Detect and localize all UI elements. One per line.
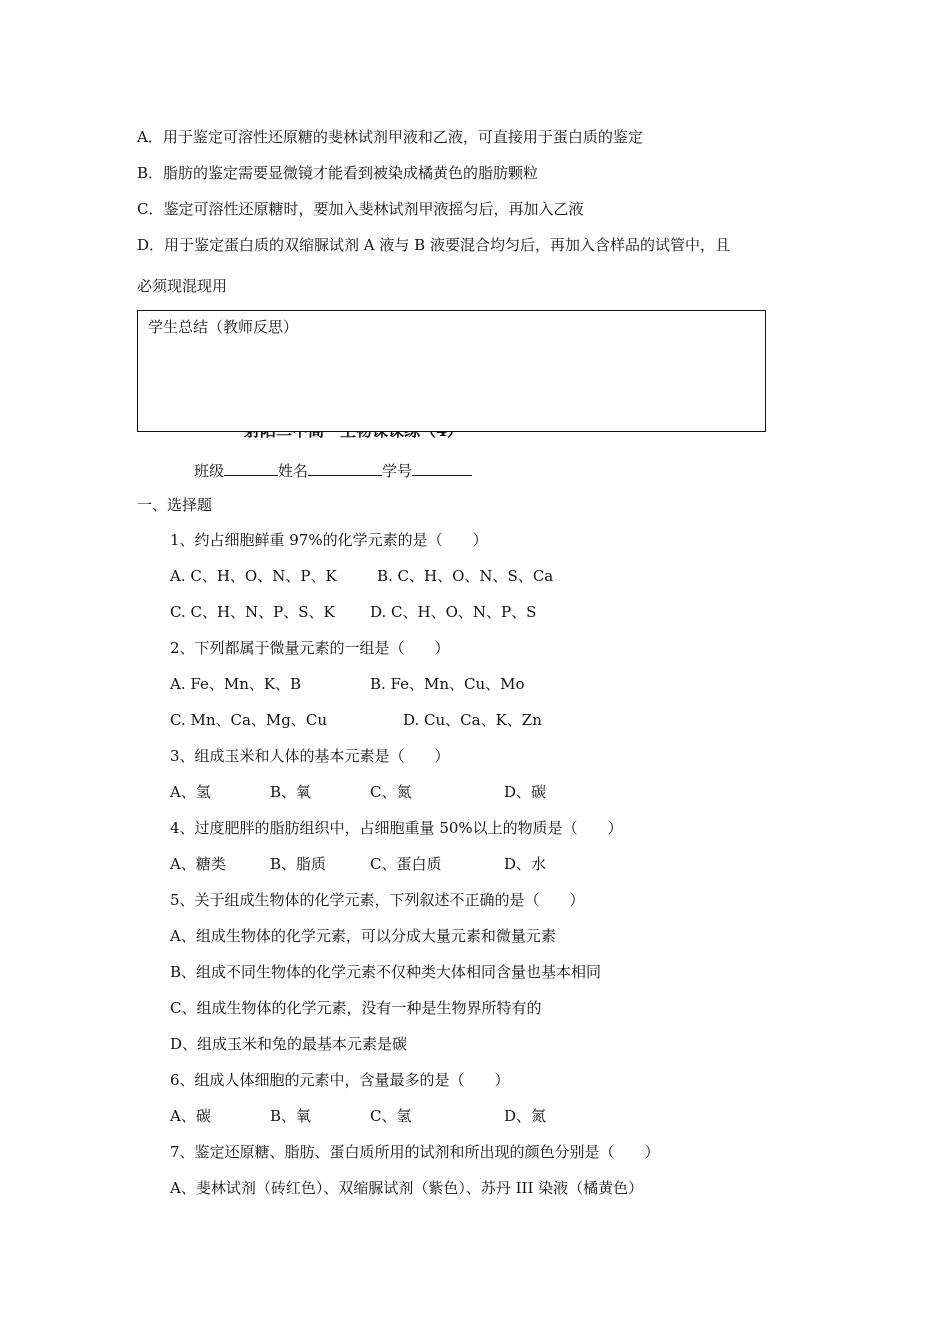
option: B、脂质 xyxy=(270,855,327,873)
summary-box xyxy=(137,310,766,432)
option: B、氧 xyxy=(270,1107,312,1125)
intro-option-a: A．用于鉴定可溶性还原糖的斐林试剂甲液和乙液，可直接用于蛋白质的鉴定 xyxy=(137,128,643,146)
question-stem: 7、鉴定还原糖、脂肪、蛋白质所用的试剂和所出现的颜色分别是（ ） xyxy=(170,1143,660,1161)
option: B. C、H、O、N、S、Ca xyxy=(377,567,554,585)
option: D、碳 xyxy=(504,783,547,801)
question-stem: 6、组成人体细胞的元素中，含量最多的是（ ） xyxy=(170,1071,510,1089)
option: D、组成玉米和兔的最基本元素是碳 xyxy=(170,1035,408,1053)
id-label: 学号 xyxy=(382,462,413,480)
name-blank xyxy=(308,461,382,476)
option: A、碳 xyxy=(170,1107,211,1125)
intro-option-c: C．鉴定可溶性还原糖时，要加入斐林试剂甲液摇匀后，再加入乙液 xyxy=(137,200,584,218)
option: A、氢 xyxy=(170,783,211,801)
class-label: 班级 xyxy=(194,462,225,480)
option: A. Fe、Mn、K、B xyxy=(170,675,302,693)
option: B、组成不同生物体的化学元素不仅种类大体相同含量也基本相同 xyxy=(170,963,602,981)
option: D. C、H、O、N、P、S xyxy=(370,603,537,621)
option: C. Mn、Ca、Mg、Cu xyxy=(170,711,328,729)
option: A、斐林试剂（砖红色）、双缩脲试剂（紫色）、苏丹 III 染液（橘黄色） xyxy=(170,1179,644,1197)
option: A、组成生物体的化学元素，可以分成大量元素和微量元素 xyxy=(170,927,556,945)
name-label: 姓名 xyxy=(278,462,309,480)
student-info-row xyxy=(194,460,472,481)
option: C、氢 xyxy=(370,1107,412,1125)
id-blank xyxy=(412,461,472,476)
question-stem: 2、下列都属于微量元素的一组是（ ） xyxy=(170,639,450,657)
option: D、水 xyxy=(504,855,547,873)
option: C、组成生物体的化学元素，没有一种是生物界所特有的 xyxy=(170,999,542,1017)
option: D、氮 xyxy=(504,1107,547,1125)
question-stem: 5、关于组成生物体的化学元素，下列叙述不正确的是（ ） xyxy=(170,891,585,909)
option: C. C、H、N、P、S、K xyxy=(170,603,335,621)
intro-option-d: D．用于鉴定蛋白质的双缩脲试剂 A 液与 B 液要混合均匀后，再加入含样品的试管中，且 xyxy=(137,236,730,254)
option: C、氮 xyxy=(370,783,412,801)
option: B、氧 xyxy=(270,783,312,801)
option: D. Cu、Ca、K、Zn xyxy=(403,711,542,729)
intro-option-d-continued: 必须现混现用 xyxy=(137,277,228,295)
option: A、糖类 xyxy=(170,855,226,873)
intro-option-b: B．脂肪的鉴定需要显微镜才能看到被染成橘黄色的脂肪颗粒 xyxy=(137,164,539,182)
class-blank xyxy=(224,461,278,476)
option: A. C、H、O、N、P、K xyxy=(170,567,337,585)
question-stem: 1、约占细胞鲜重 97%的化学元素的是（ ） xyxy=(170,531,488,549)
question-stem: 3、组成玉米和人体的基本元素是（ ） xyxy=(170,747,450,765)
option: C、蛋白质 xyxy=(370,855,442,873)
question-stem: 4、过度肥胖的脂肪组织中，占细胞重量 50%以上的物质是（ ） xyxy=(170,819,623,837)
option: B. Fe、Mn、Cu、Mo xyxy=(370,675,525,693)
section-heading: 一、选择题 xyxy=(137,496,213,514)
summary-box-title: 学生总结（教师反思） xyxy=(148,318,299,336)
